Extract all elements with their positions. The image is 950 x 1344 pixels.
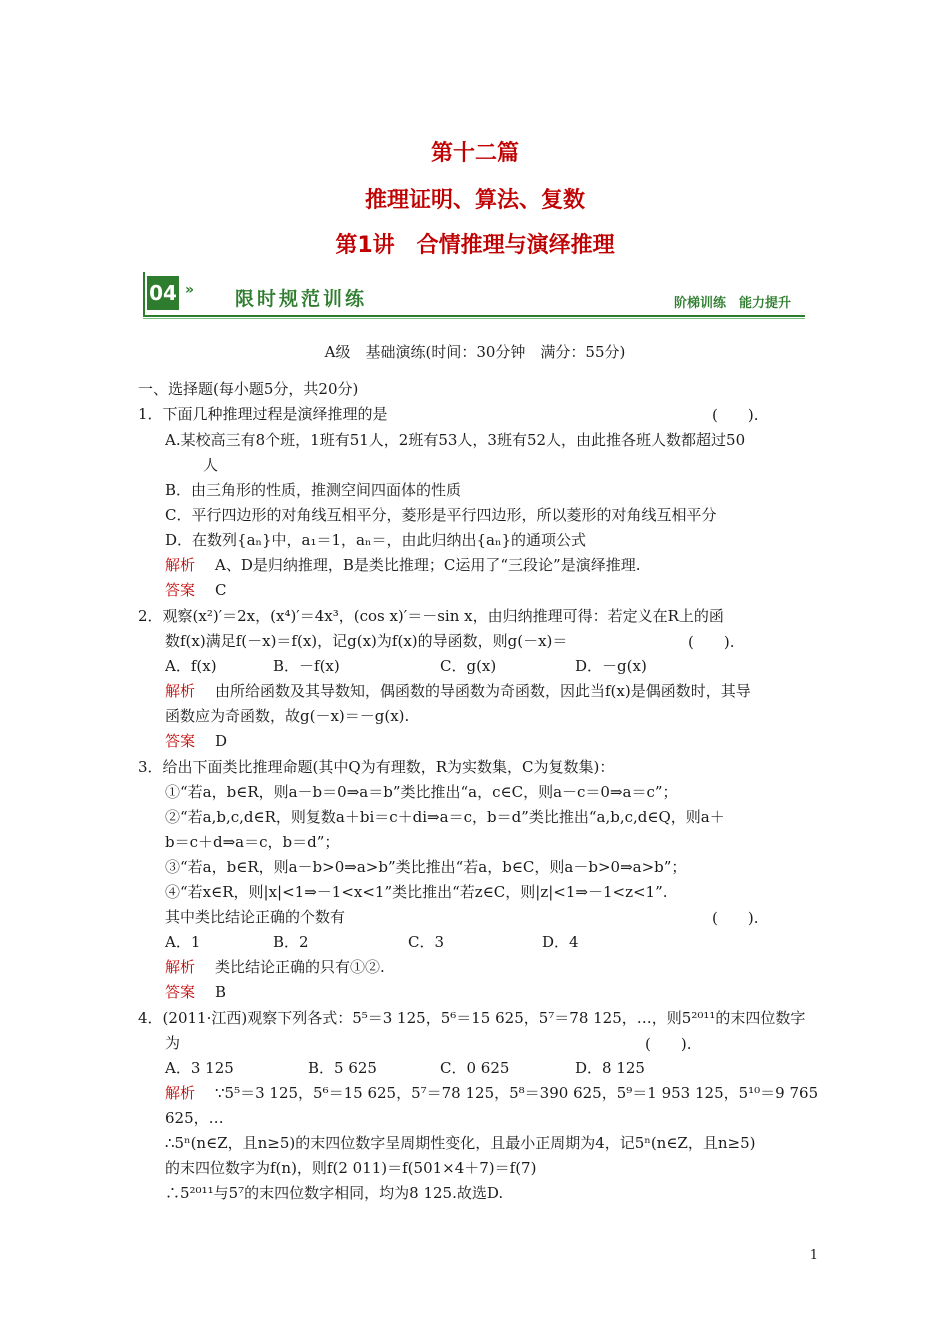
option-c: C．0 625 <box>440 1059 510 1077</box>
chapter-title: 推理证明、算法、复数 <box>364 188 585 213</box>
analysis-text: 由所给函数及其导数知，偶函数的导函数为奇函数，因此当f(x)是偶函数时，其导 <box>215 682 751 700</box>
analysis-text: A、D是归纳推理，B是类比推理；C运用了“三段论”是演绎推理. <box>215 556 641 574</box>
question-2-cont: 数f(x)满足f(－x)＝f(x)，记g(x)为f(x)的导函数，则g(－x)＝ <box>165 632 568 650</box>
level-heading: A级 基础演练(时间：30分钟 满分：55分) <box>324 343 626 361</box>
lecture-title: 第1讲 合情推理与演绎推理 <box>335 233 615 258</box>
banner-rule-thin <box>143 318 805 319</box>
page-number: 1 <box>809 1248 818 1263</box>
training-banner <box>143 272 805 320</box>
proposition-2: ②“若a,b,c,d∈R，则复数a＋bi＝c＋di⇒a＝c，b＝d”类比推出“a,b,c,d∈Q，则a＋ <box>165 808 725 826</box>
option-c: C．平行四边形的对角线互相平分，菱形是平行四边形，所以菱形的对角线互相平分 <box>165 506 717 524</box>
question-4: 4．(2011·江西)观察下列各式：5⁵＝3 125，5⁶＝15 625，5⁷＝78 125，…，则5²⁰¹¹的末四位数字 <box>138 1009 806 1027</box>
question-2: 2．观察(x²)′＝2x，(x⁴)′＝4x³，(cos x)′＝－sin x，由归纳推理可得：若定义在R上的函 <box>138 607 724 625</box>
question-4-cont: 为 <box>165 1034 181 1052</box>
answer-blank: ( ). <box>688 633 735 651</box>
analysis-label: 解析 <box>165 556 196 574</box>
proposition-3: ③“若a，b∈R，则a－b>0⇒a>b”类比推出“若a，b∈C，则a－b>0⇒a>b”； <box>165 858 687 876</box>
analysis-label: 解析 <box>165 1084 196 1102</box>
question-3-prompt: 其中类比结论正确的个数有 <box>165 908 346 926</box>
answer-value: B <box>215 983 227 1001</box>
answer-value: C <box>215 581 227 599</box>
analysis-label: 解析 <box>165 958 196 976</box>
answer-blank: ( ). <box>712 909 759 927</box>
proposition-4: ④“若x∈R，则|x|<1⇒－1<x<1”类比推出“若z∈C，则|z|<1⇒－1<z<1”. <box>165 883 668 901</box>
banner-title: 限时规范训练 <box>235 288 368 310</box>
answer-blank: ( ). <box>645 1035 692 1053</box>
option-c: C．g(x) <box>440 657 497 675</box>
option-a: A．f(x) <box>165 657 217 675</box>
banner-corner <box>143 272 145 316</box>
part-title: 第十二篇 <box>430 141 519 166</box>
proposition-1: ①“若a，b∈R，则a－b＝0⇒a＝b”类比推出“a，c∈C，则a－c＝0⇒a＝c”； <box>165 783 678 801</box>
analysis-text: 类比结论正确的只有①②. <box>215 958 385 976</box>
question-1: 1．下面几种推理过程是演绎推理的是 <box>138 405 388 423</box>
analysis-conclusion: ∴5²⁰¹¹与5⁷的末四位数字相同，均为8 125.故选D. <box>165 1184 504 1202</box>
banner-arrow-icon: » <box>185 282 195 298</box>
option-a-cont: 人 <box>203 456 219 474</box>
answer-value: D <box>215 732 228 750</box>
option-d: D．8 125 <box>575 1059 645 1077</box>
option-d: D．－g(x) <box>575 657 647 675</box>
option-b: B．5 625 <box>308 1059 377 1077</box>
option-b: B．－f(x) <box>273 657 340 675</box>
question-3: 3．给出下面类比推理命题(其中Q为有理数，R为实数集，C为复数集)： <box>138 758 615 776</box>
analysis-text: ∵5⁵＝3 125，5⁶＝15 625，5⁷＝78 125，5⁸＝390 625，5⁹＝1 953 125，5¹⁰＝9 765 <box>215 1084 819 1102</box>
analysis-label: 解析 <box>165 682 196 700</box>
answer-label: 答案 <box>165 581 196 599</box>
option-d: D．在数列{aₙ}中，a₁＝1，aₙ＝，由此归纳出{aₙ}的通项公式 <box>165 531 586 549</box>
option-a: A．1 <box>165 933 201 951</box>
analysis-text-cont: 625，… <box>165 1109 224 1127</box>
analysis-text-cont: ∴5ⁿ(n∈Z，且n≥5)的末四位数字呈周期性变化，且最小正周期为4，记5ⁿ(n∈Z，且n≥5) <box>165 1134 756 1152</box>
option-a: A．3 125 <box>165 1059 234 1077</box>
option-a: A.某校高三有8个班，1班有51人，2班有53人，3班有52人，由此推各班人数都超过50 <box>165 431 746 449</box>
option-c: C．3 <box>408 933 445 951</box>
banner-rule <box>143 315 805 317</box>
answer-label: 答案 <box>165 983 196 1001</box>
banner-slogan: 阶梯训练 能力提升 <box>673 296 791 311</box>
proposition-2-cont: b＝c＋d⇒a＝c，b＝d”； <box>165 833 340 851</box>
option-d: D．4 <box>542 933 579 951</box>
answer-blank: ( ). <box>712 406 759 424</box>
section-heading: 一、选择题(每小题5分，共20分) <box>138 380 359 398</box>
analysis-text-cont: 函数应为奇函数，故g(－x)＝－g(x). <box>165 707 410 725</box>
option-b: B．2 <box>273 933 309 951</box>
banner-number: 04 <box>147 276 179 310</box>
analysis-text-cont: 的末四位数字为f(n)，则f(2 011)＝f(501×4＋7)＝f(7) <box>165 1159 537 1177</box>
option-b: B．由三角形的性质，推测空间四面体的性质 <box>165 481 462 499</box>
answer-label: 答案 <box>165 732 196 750</box>
